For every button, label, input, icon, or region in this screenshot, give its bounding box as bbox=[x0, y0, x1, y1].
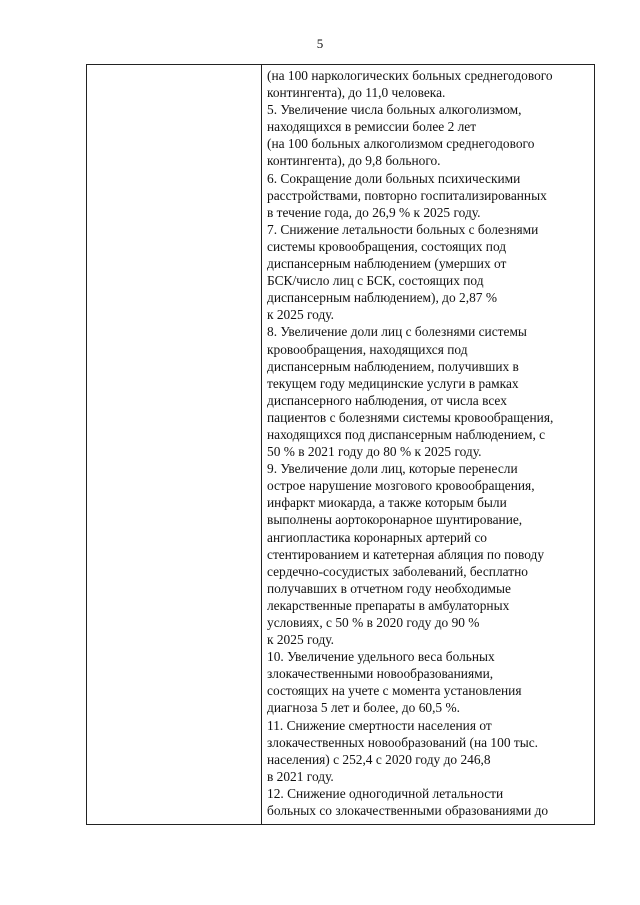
indicators-text-cell: (на 100 наркологических больных среднегодового контингента), до 11,0 человека. 5. Увеличение числа больных алкоголизмом, находящихся в ремиссии более 2 лет (на 100 больных алкоголизмом среднегодового контингента), до 9,8 больного. 6. Сокращение доли больных психическими расстройствами, повторно госпитализированных в течение года, до 26,9 % к 2025 году. 7. Снижение летальности больных с болезнями системы кровообращения, состоящих под диспансерным наблюдением (умерших от БСК/число лиц с БСК, состоящих под диспансерным наблюдением), до 2,87 % к 2025 году. 8. Увеличение доли лиц с болезнями системы кровообращения, находящихся под диспансерным наблюдением, получивших в текущем году медицинские услуги в рамках диспансерного наблюдения, от числа всех пациентов с болезнями системы кровообращения, находящихся под диспансерным наблюдением, с 50 % в 2021 году до 80 % к 2025 году. 9. Увеличение доли лиц, которые перенесли острое нарушение мозгового кровообращения, инфаркт миокарда, а также которым были выполнены аортокоронарное шунтирование, ангиопластика коронарных артерий со стентированием и катетерная абляция по поводу сердечно-сосудистых заболеваний, бесплатно получавших в отчетном году необходимые лекарственные препараты в амбулаторных условиях, с 50 % в 2020 году до 90 % к 2025 году. 10. Увеличение удельного веса больных злокачественными новообразованиями, состоящих на учете с момента установления диагноза 5 лет и более, до 60,5 %. 11. Снижение смертности населения от злокачественных новообразований (на 100 тыс. населения) с 252,4 с 2020 году до 246,8 в 2021 году. 12. Снижение одногодичной летальности больных со злокачественными образованиями до bbox=[267, 68, 554, 819]
column-divider bbox=[261, 65, 262, 824]
page-number: 5 bbox=[316, 36, 324, 51]
document-table bbox=[86, 64, 595, 825]
